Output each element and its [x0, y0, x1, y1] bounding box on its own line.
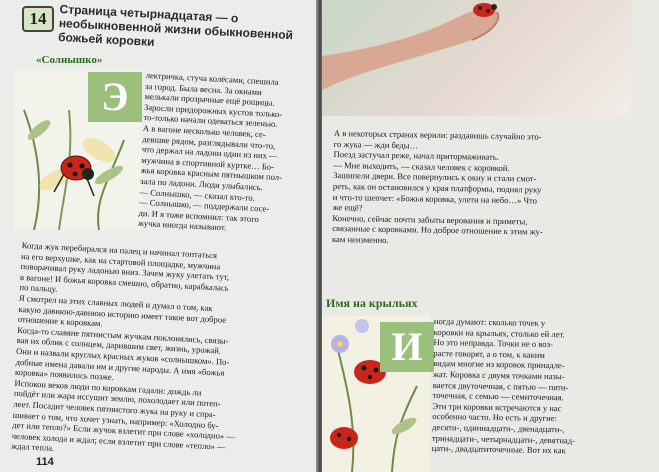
- drop-cap-e: Э: [88, 72, 142, 122]
- right-page: [322, 0, 659, 472]
- finger-photo: [322, 0, 632, 116]
- chapter-title: Страница четырнадцатая — о необыкновенной жизни обыкновенной божьей коровки: [57, 2, 294, 49]
- chapter-number: 14: [22, 6, 54, 32]
- right-text-column-bottom: ногда думают: сколько точек у коровки на крыльях, столько ей лет. Но это неправда. Точки не о воз- расте говорят, а о том, к каким видам многие из коровок принадле- жат. Коровка с двумя точками назы- вается двуточечная, с пятью — пяти- точечная, с семью — семиточечная. Эти три коровки встречаются у нас особенно часто. Но есть и другие: десяти-, одиннадцати-, двенадцати-, тринадцати-, четырнадцати-, девятнад- цати-, двадцатиточечные. Вот их как: [431, 316, 576, 456]
- right-text-column-top: А в некоторых странах верили: раздавишь случайно это- го жука — жди беды… Поезд застучал реже, начал притормаживать. — Мне выходить, — сказал человек с коровкой. Зашипели двери. Все повернулись к окну и стали смот- реть, как он остановился у края платформы, поднял руку и что-то шепчет: «Божья коровка, улети на небо…» Что же ещё? Конечно, сейчас почти забыты верования и приметы, связанные с коровками. Но доброе отношение к этим жу- кам неизменно.: [331, 128, 543, 245]
- section-title-wings: Имя на крыльях: [326, 296, 418, 310]
- drop-cap-i: И: [380, 322, 434, 372]
- page-number: 114: [36, 456, 54, 468]
- section-title-solnyshko: «Солнышко»: [36, 54, 103, 66]
- left-text-column-top: лектричка, стуча колёсами, спешила за город. Была весна. За окнами мелькали прозрачные ещё рощицы. Заросли придорожных кустов только- то-только начали одеваться зеленью. А в вагоне несколько человек, се- девшие рядом, разглядывали что-то, что держал на ладони один из них — мужчина в спортивной куртке… Бо- жья коровка красным пятнышком пол- зала по ладони. Люди улыбались. — Солнышко, — сказал кто-то. — Солнышко, — поддержали сосе- ди. И я тоже вспомнил: так этого жучка иногда называют.: [137, 70, 283, 233]
- finger-with-ladybug-icon: [322, 0, 632, 116]
- left-page: [0, 0, 318, 472]
- left-text-column-bottom: Когда жук перебирался на палец и начинал топтаться на его верхушке, как на стартовой площадке, мужчина поворачивал руку ладонью вниз. Зачем жуку улетать тут, в вагоне! И божья коровка смешно, обратно, карабкалась по пальцу. Я смотрел на этих славных людей и думал о том, как какую давнюю-давнюю историю имеет такое вот доброе отношение к коровкам. Когда-то славяне пятнистым жучкам поклонялись, связы- вая их облик с солнцем, дарившим свет, жизнь, урожай. Они и назвали круглых красных жуков «солнышком». По- добные имена давали им и другие народы. А имя «божья коровка» появилось позже. Испокон веков люди по коровкам гадали: дождь ли пойдёт или жара иссушит землю, похолодает или потеп- леет. Посадит человек пятнистого жука на руку и спра- шивает о том, что хочет узнать, например: «Холодно бу- дет или тепло?» Если жучок взлетит при слове «холодно» — человек холода и ждал; если взлетит при слове «тепло» — ждал тепла.: [10, 240, 236, 454]
